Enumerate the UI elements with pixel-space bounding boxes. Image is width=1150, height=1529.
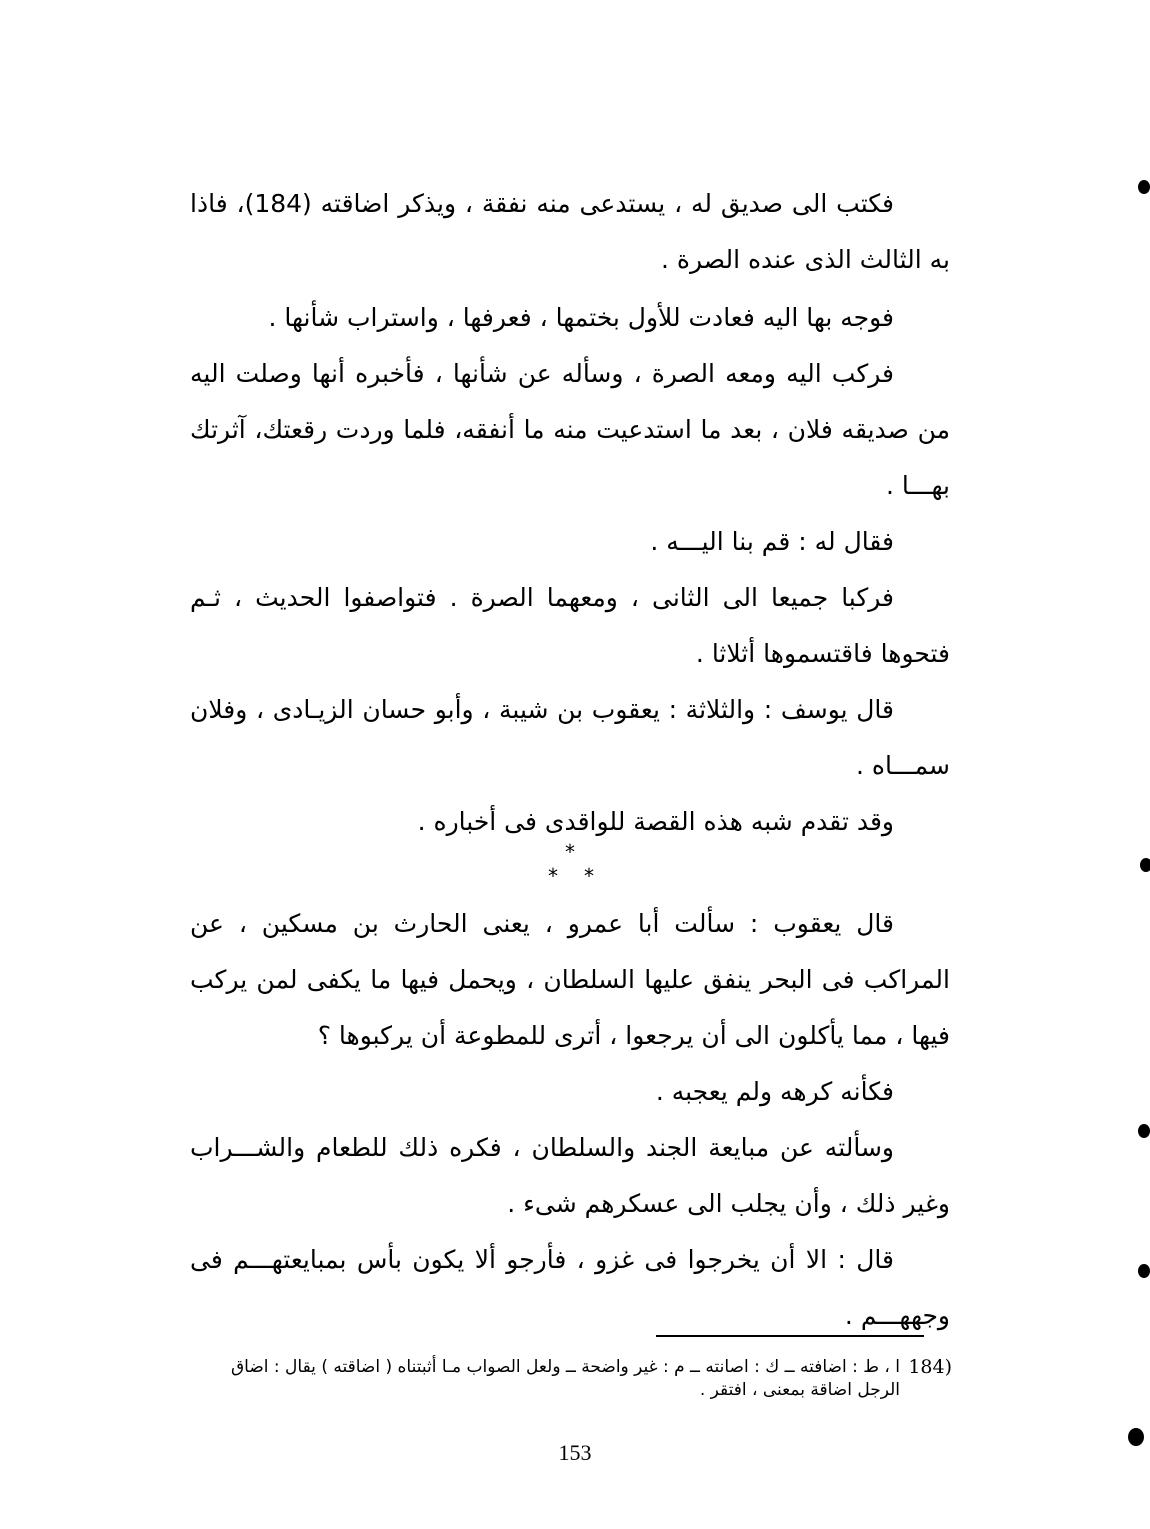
separator-star-left: * bbox=[548, 864, 558, 888]
paragraph-3: فركب اليه ومعه الصرة ، وسأله عن شأنها ، فأخبره أنها وصلت اليه من صديقه فلان ، بعد ما استدعيت منه ما أنفقه، فلما وردت رقعتك، آثرتك بهـــا . bbox=[190, 359, 950, 500]
footnote-number: (184 bbox=[908, 1356, 952, 1378]
main-text bbox=[190, 176, 950, 850]
main-text-continued bbox=[190, 896, 950, 1344]
paragraph-2: فوجه بها اليه فعادت للأول بختمها ، فعرفها ، واستراب شأنها . bbox=[268, 303, 894, 332]
paragraph-8: قال يعقوب : سألت أبا عمرو ، يعنى الحارث بن مسكين ، عن المراكب فى البحر ينفق عليها السلطان ، ويحمل فيها ما يكفى لمن يركب فيها ، مما يأكلون الى أن يرجعوا ، أترى للمطوعة أن يركبوها ؟ bbox=[190, 909, 950, 1050]
scan-mark-top bbox=[1138, 180, 1150, 194]
separator-star-top: * bbox=[565, 840, 575, 864]
paragraph-4: فقال له : قم بنا اليـــه . bbox=[650, 527, 894, 556]
footnote bbox=[200, 1356, 952, 1402]
paragraph-6: قال يوسف : والثلاثة : يعقوب بن شيبة ، وأبو حسان الزيـادى ، وفلان سمـــاه . bbox=[190, 695, 950, 780]
paragraph-9: فكأنه كرهه ولم يعجبه . bbox=[655, 1077, 894, 1106]
scan-mark-lower bbox=[1138, 1124, 1150, 1138]
footnote-text: ا ، ط : اضافته ــ ك : اصانته ــ م : غير واضحة ــ ولعل الصواب مـا أثبتناه ( اضاقته ) يقال : اضاق الرجل اضاقة بمعنى ، افتقر . bbox=[230, 1357, 900, 1400]
paragraph-5: فركبا جميعا الى الثانى ، ومعهما الصرة . فتواصفوا الحديث ، ثـم فتحوها فاقتسموها أثلاثا . bbox=[190, 583, 950, 668]
paragraph-1: فكتب الى صديق له ، يستدعى منه نفقة ، ويذكر اضاقته (184)، فاذا به الثالث الذى عنده الصرة . bbox=[190, 189, 950, 274]
page-number: 153 bbox=[558, 1440, 592, 1465]
paragraph-11: قال : الا أن يخرجوا فى غزو ، فأرجو ألا يكون بأس بمبايعتهـــم فى وجههـــم . bbox=[190, 1245, 950, 1330]
scan-mark-bottom bbox=[1128, 1428, 1144, 1446]
paragraph-10: وسألته عن مبايعة الجند والسلطان ، فكره ذلك للطعام والشـــراب وغير ذلك ، وأن يجلب الى عسكرهم شىء . bbox=[190, 1133, 950, 1218]
paragraph-7: وقد تقدم شبه هذه القصة للواقدى فى أخباره . bbox=[417, 807, 894, 836]
scan-mark-lower-2 bbox=[1138, 1264, 1150, 1278]
section-separator bbox=[542, 842, 608, 892]
separator-star-right: * bbox=[584, 864, 594, 888]
scan-mark-middle bbox=[1140, 858, 1150, 872]
footnote-rule bbox=[656, 1335, 924, 1337]
